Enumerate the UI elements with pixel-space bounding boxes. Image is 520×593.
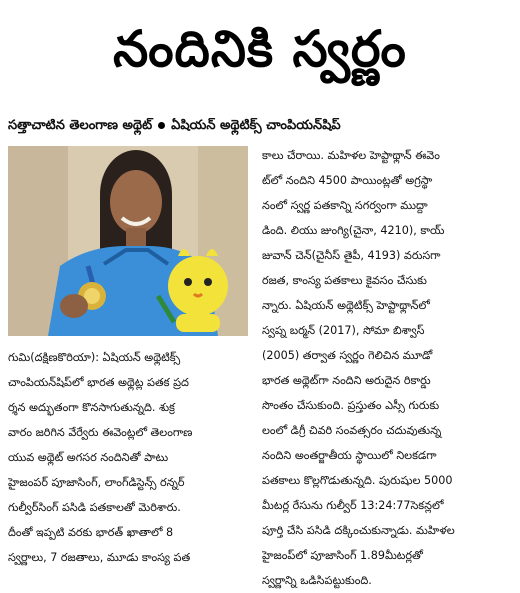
subheading-left: సత్తాచాటిన తెలంగాణ అథ్లెట్: [8, 118, 153, 133]
paragraph-line: జువాన్ చెన్(చైనీస్ తైపీ, 4193) వరుసగా: [262, 249, 441, 262]
paragraph-line: చాంపియన్‌షిప్‌లో భారత అథ్లెట్ల పతక ప్రద: [8, 376, 189, 389]
paragraph-line: స్వప్న బర్మన్ (2017), సోమా బిశ్వాస్: [262, 324, 425, 337]
headline: నందినికి స్వర్ణం: [113, 20, 407, 78]
paragraph-line: కాలు చేరాయి. మహిళల హెప్టాథ్లాన్ ఈవెం: [262, 149, 440, 162]
paragraph-line: హైజంపర్ పూజాసింగ్, లాంగ్‌డిస్టెన్స్ రన్నర్: [8, 476, 185, 489]
paragraph-line: స్వర్ణాన్ని ఒడిసిపట్టుకుంది.: [262, 574, 372, 587]
subheading-right: ఏషియన్ అథ్లెటిక్స్ చాంపియన్‌షిప్: [171, 118, 341, 133]
paragraph-line: మీటర్ల రేసును గుల్వీర్ 13:24:77సెకన్లలో: [262, 499, 444, 512]
bullet-icon: [158, 122, 165, 129]
paragraph-line: డింది. లియు జుంగ్యి(చైనా, 4210), కాయ్: [262, 224, 445, 237]
paragraph-line: రజత, కాంస్య పతకాలు కైవసం చేసుకు: [262, 274, 427, 287]
paragraph-line: (2005) తర్వాత స్వర్ణం గెలిచిన మూడో: [262, 349, 433, 362]
paragraph-line: పూర్తి చేసి పసిడి దక్కించుకున్నాడు. మహిళల: [262, 524, 455, 537]
paragraph-line: గుల్వీర్‌సింగ్ పసిడి పతకాలతో మెరిశారు.: [8, 501, 181, 514]
paragraph-line: న్నారు. ఏషియన్ అథ్లెటిక్స్ హెప్టాథ్లాన్‌లో: [262, 299, 430, 312]
article-right-column: [262, 143, 514, 593]
paragraph-line: హైజంప్‌లో పూజాసింగ్ 1.89మీటర్లతో: [262, 549, 423, 562]
paragraph-line: నంలో స్వర్ణ పతకాన్ని సగర్వంగా ముద్దా: [262, 199, 428, 212]
athlete-photo-illustration: [8, 146, 248, 336]
paragraph-line: వారం జరిగిన వేర్వేరు ఈవెంట్లలో తెలంగాణ: [8, 426, 193, 439]
subheading: [8, 118, 518, 140]
paragraph-line: సొంతం చేసుకుంది. ప్రస్తుతం ఎస్సీ గురుకు: [262, 399, 440, 412]
article-left-column: [8, 345, 253, 570]
paragraph-line: ర్శన అద్భుతంగా కొనసాగుతున్నది. శుక్ర: [8, 401, 175, 414]
paragraph-line: భారత అథ్లెట్‌గా నందిని అరుదైన రికార్డు: [262, 374, 431, 387]
paragraph-line: దీంతో ఇప్పటి వరకు భారత్ ఖాతాలో 8: [8, 526, 174, 539]
paragraph-line: గుమి(దక్షిణకొరియా): ఏషియన్ అథ్లెటిక్స్: [8, 351, 181, 364]
athlete-photo: [8, 146, 248, 336]
paragraph-line: లంలో డిగ్రీ చివరి సంవత్సరం చదువుతున్న: [262, 424, 442, 437]
paragraph-line: నందిని అంతర్జాతీయ స్థాయిలో నిలకడగా: [262, 449, 437, 462]
paragraph-line: యువ అథ్లెట్ అగసర నందినితో పాటు: [8, 451, 169, 464]
paragraph-line: స్వర్ణాలు, 7 రజతాలు, మూడు కాంస్య పత: [8, 551, 191, 564]
paragraph-line: ట్‌లో నందిని 4500 పాయింట్లతో అగ్రస్థా: [262, 174, 433, 187]
paragraph-line: పతకాలు కొల్లగొడుతున్నది. పురుషుల 5000: [262, 474, 453, 487]
